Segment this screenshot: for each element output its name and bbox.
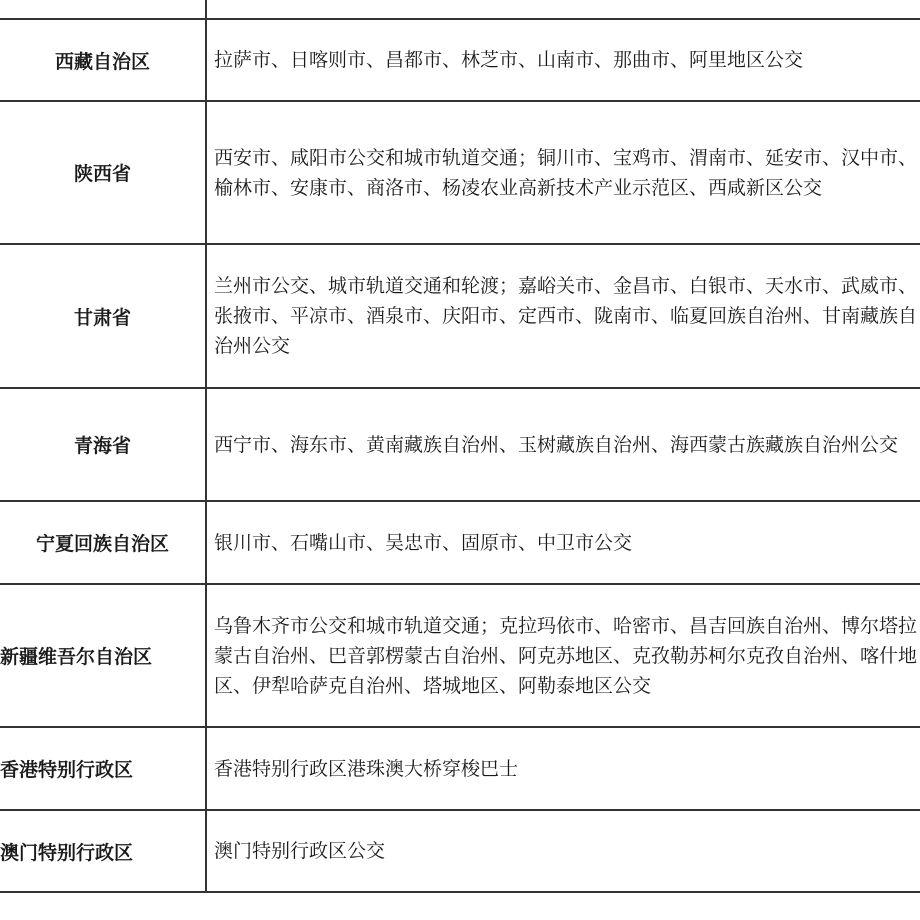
table-row: [0, 102, 920, 245]
table-row: [0, 502, 920, 585]
region-cell: 新疆维吾尔自治区: [0, 585, 207, 726]
coverage-text: 乌鲁木齐市公交和城市轨道交通；克拉玛依市、哈密市、昌吉回族自治州、博尔塔拉蒙古自治州、巴音郭楞蒙古自治州、阿克苏地区、克孜勒苏柯尔克孜自治州、喀什地区、伊犁哈萨克自治州、塔城地区、阿勒泰地区公交: [214, 614, 918, 697]
previous-row-stub: [0, 0, 920, 20]
table-row: [0, 20, 920, 102]
coverage-cell: [214, 389, 920, 500]
table-row: [0, 585, 920, 728]
coverage-cell: [214, 811, 920, 891]
table-row: [0, 728, 920, 811]
coverage-text: 兰州市公交、城市轨道交通和轮渡；嘉峪关市、金昌市、白银市、天水市、武威市、张掖市、平凉市、酒泉市、庆阳市、定西市、陇南市、临夏回族自治州、甘南藏族自治州公交: [214, 275, 918, 357]
coverage-text: 澳门特别行政区公交: [214, 840, 386, 862]
region-cell: 澳门特别行政区: [0, 811, 207, 891]
coverage-cell: [214, 502, 920, 583]
region-cell: 青海省: [0, 389, 207, 500]
region-cell: 西藏自治区: [0, 20, 207, 100]
region-cell: 香港特别行政区: [0, 728, 207, 809]
column-divider: [205, 0, 207, 18]
coverage-text: 银川市、石嘴山市、吴忠市、固原市、中卫市公交: [214, 531, 633, 554]
table-row: [0, 245, 920, 389]
coverage-cell: [214, 728, 920, 809]
region-cell: 陕西省: [0, 102, 207, 243]
coverage-text: 拉萨市、日喀则市、昌都市、林芝市、山南市、那曲市、阿里地区公交: [214, 49, 804, 71]
coverage-text: 西安市、咸阳市公交和城市轨道交通；铜川市、宝鸡市、渭南市、延安市、汉中市、榆林市、安康市、商洛市、杨凌农业高新技术产业示范区、西咸新区公交: [214, 146, 918, 199]
table-row: [0, 811, 920, 893]
coverage-cell: [214, 585, 920, 726]
region-cell: 宁夏回族自治区: [0, 502, 207, 583]
region-cell: 甘肃省: [0, 245, 207, 387]
coverage-text: 香港特别行政区港珠澳大桥穿梭巴士: [214, 757, 519, 780]
coverage-cell: [214, 102, 920, 243]
coverage-cell: [214, 20, 920, 100]
table-row: [0, 389, 920, 502]
coverage-cell: [214, 245, 920, 387]
coverage-text: 西宁市、海东市、黄南藏族自治州、玉树藏族自治州、海西蒙古族藏族自治州公交: [214, 433, 899, 456]
